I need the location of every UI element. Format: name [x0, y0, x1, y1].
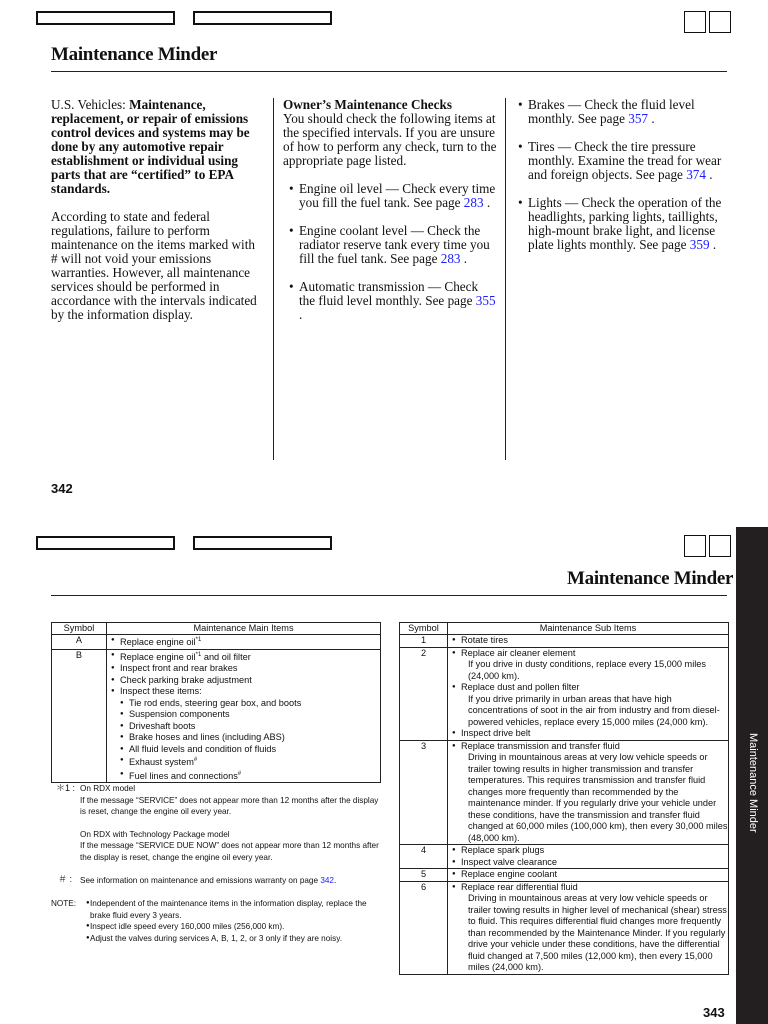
- page-link-374[interactable]: 374: [686, 167, 706, 182]
- sub-list-item: ● Brake hoses and lines (including ABS): [107, 732, 380, 744]
- page-link-355[interactable]: 355: [475, 293, 496, 308]
- title-divider: [51, 595, 727, 596]
- list-item: ● Check parking brake adjustment: [107, 675, 380, 687]
- table-header-symbol: Symbol: [52, 623, 107, 635]
- column-divider-2: [505, 98, 506, 460]
- owner-checks-intro: You should check the following items at the specified intervals. If you are unsure of how to perform any check, turn to the appropriate page listed.: [283, 111, 497, 168]
- title-divider: [51, 71, 727, 72]
- symbol-2: 2: [400, 647, 448, 740]
- table-row: [52, 649, 381, 783]
- nav-tab-main-menu[interactable]: [36, 11, 175, 25]
- footnote-rdx-text: If the message “SERVICE” does not appear more than 12 months after the display is reset, change the engine oil every year.: [80, 795, 379, 816]
- footnote-oil-change: [80, 783, 380, 863]
- table-row: [400, 869, 729, 882]
- sub-list-item: ● All fluid levels and condition of fluids: [107, 744, 380, 756]
- check-engine-coolant: • Engine coolant level — Check the radiator reserve tank every time you fill the fuel tank. See page 283 .: [287, 224, 497, 266]
- list-item: ● Replace engine oil$^{*1}$: [107, 635, 380, 649]
- warranty-paragraph: According to state and federal regulations, failure to perform maintenance on the items marked with # will not void your emissions warranties. However, all maintenance services should be performed in accordance with the intervals indicated by the information display.: [51, 209, 257, 322]
- list-item: ● Replace transmission and transfer fluid: [448, 741, 728, 753]
- sub-list-item: ● Driveshaft boots: [107, 721, 380, 733]
- table-header-main-items: Maintenance Main Items: [107, 623, 381, 635]
- list-item: ● Independent of the maintenance items in the information display, replace the brake fluid every 3 years.: [82, 898, 382, 921]
- nav-square-back[interactable]: [684, 11, 706, 33]
- list-item: ● Replace dust and pollen filter: [448, 682, 728, 694]
- item-note: If you drive in dusty conditions, replace every 15,000 miles (24,000 km).: [468, 659, 706, 681]
- footnote-rdx-tech-model: On RDX with Technology Package model: [80, 829, 230, 839]
- nav-tab-main-menu[interactable]: [36, 536, 175, 550]
- list-item: ● Inspect front and rear brakes: [107, 663, 380, 675]
- owner-checks-heading: Owner’s Maintenance Checks: [283, 97, 452, 112]
- emissions-paragraph: [51, 98, 263, 196]
- nav-square-back[interactable]: [684, 535, 706, 557]
- sub-list-item: ● Suspension components: [107, 709, 380, 721]
- nav-square-next[interactable]: [709, 11, 731, 33]
- sub-items-table: [399, 622, 729, 975]
- list-item: ● Inspect these items:: [107, 686, 380, 698]
- page-title: Maintenance Minder: [51, 44, 218, 65]
- main-items-table: [51, 622, 381, 783]
- column-emissions-info: [51, 98, 263, 336]
- side-tab-label: Maintenance Minder: [747, 733, 759, 833]
- footnote-star-label: ＊1 :: [56, 783, 76, 793]
- check-tires: • Tires — Check the tire pressure monthly. Examine the tread for wear and foreign objects. See page 374 .: [516, 140, 728, 182]
- nav-square-next[interactable]: [709, 535, 731, 557]
- check-brakes: • Brakes — Check the fluid level monthly. See page 357 .: [516, 98, 728, 126]
- table-row: [400, 845, 729, 869]
- page-link-342[interactable]: 342: [320, 876, 334, 885]
- symbol-b: B: [52, 649, 107, 783]
- footnote-rdx-tech-text: If the message “SERVICE DUE NOW” does not appear more than 12 months after the display is reset, change the engine oil every year.: [80, 841, 379, 862]
- list-item: ● Inspect idle speed every 160,000 miles (256,000 km).: [82, 921, 382, 933]
- column-divider-1: [273, 98, 274, 460]
- symbol-4: 4: [400, 845, 448, 869]
- sub-list-item: ● Tie rod ends, steering gear box, and boots: [107, 698, 380, 710]
- symbol-5: 5: [400, 869, 448, 882]
- symbol-3: 3: [400, 740, 448, 845]
- nav-tab-section-index[interactable]: [193, 11, 332, 25]
- list-item: ● Replace engine oil$^{*1}$ and oil filter: [107, 650, 380, 664]
- page-title: Maintenance Minder: [567, 568, 734, 589]
- page-link-357[interactable]: 357: [628, 111, 649, 126]
- item-note: If you drive primarily in urban areas that have high concentrations of soot in the air from industry and from diesel-powered vehicles, replace every 15,000 miles (24,000 km).: [468, 693, 720, 727]
- table-row: [400, 881, 729, 974]
- page-number: 343: [703, 1005, 725, 1020]
- table-row: [400, 635, 729, 648]
- symbol-1: 1: [400, 635, 448, 648]
- note-label: NOTE:: [51, 899, 77, 908]
- table-row: [400, 740, 729, 845]
- page-link-359[interactable]: 359: [689, 237, 710, 252]
- page-number: 342: [51, 481, 73, 496]
- list-item: ● Replace engine coolant: [448, 869, 728, 881]
- table-row: [52, 635, 381, 650]
- symbol-6: 6: [400, 881, 448, 974]
- page-link-283[interactable]: 283: [440, 251, 461, 266]
- footnote-rdx-model: On RDX model: [80, 784, 136, 793]
- list-item: ● Inspect valve clearance: [448, 857, 728, 869]
- nav-tab-section-index[interactable]: [193, 536, 332, 550]
- table-row: [400, 647, 729, 740]
- symbol-a: A: [52, 635, 107, 650]
- sub-list-item: ● Exhaust system#: [107, 755, 380, 769]
- check-lights: • Lights — Check the operation of the headlights, parking lights, taillights, high-mount brake light, and license plate lights monthly. See page 359 .: [516, 196, 728, 252]
- check-automatic-transmission: • Automatic transmission — Check the fluid level monthly. See page 355 .: [287, 280, 497, 322]
- item-note: Driving in mountainous areas at very low vehicle speeds or trailer towing results in higher transmission and transfer temperatures. This requires transmission and transfer fluid changes more frequently than recommended by the maintenance minder. If you regularly drive your vehicle under these conditions, have the transmission and transfer fluid changed at 60,000 miles (100,000 km), then every 30,000 miles (48,000 km).: [468, 752, 728, 843]
- list-item: ● Replace air cleaner element: [448, 648, 728, 660]
- list-item: ● Rotate tires: [448, 635, 728, 647]
- footnote-hash-text: See information on maintenance and emissions warranty on page 342.: [80, 876, 337, 885]
- check-engine-oil: • Engine oil level — Check every time you fill the fuel tank. See page 283 .: [287, 182, 497, 210]
- column-monthly-checks: [516, 98, 728, 266]
- list-item: ● Inspect drive belt: [448, 728, 728, 740]
- footnote-hash-label: ＃ :: [58, 874, 73, 884]
- emissions-bold-text: Maintenance, replacement, or repair of emissions control devices and systems may be done by any automotive repair establishment or individual using parts that are “certified” to EPA standards.: [51, 97, 250, 196]
- table-header-sub-items: Maintenance Sub Items: [448, 623, 729, 635]
- sub-list-item: ● Fuel lines and connections#: [107, 769, 380, 783]
- table-header-symbol: Symbol: [400, 623, 448, 635]
- notes-list: [82, 898, 382, 944]
- list-item: ● Replace spark plugs: [448, 845, 728, 857]
- column-owner-checks: [283, 98, 497, 336]
- item-note: Driving in mountainous areas at very low vehicle speeds or trailer towing results in higher level of mechanical (shear) stress to fluid. This requires differential fluid changes more frequently than recommended by the Maintenance Minder. If you regularly drive your vehicle under these conditions, have the differential fluid changed at 7,500 miles (12,000 km), then every 15,000 miles (24,000 km).: [468, 893, 727, 972]
- us-vehicles-label: U.S. Vehicles:: [51, 97, 130, 112]
- list-item: ● Adjust the valves during services A, B, 1, 2, or 3 only if they are noisy.: [82, 933, 382, 945]
- list-item: ● Replace rear differential fluid: [448, 882, 728, 894]
- page-link-283[interactable]: 283: [463, 195, 484, 210]
